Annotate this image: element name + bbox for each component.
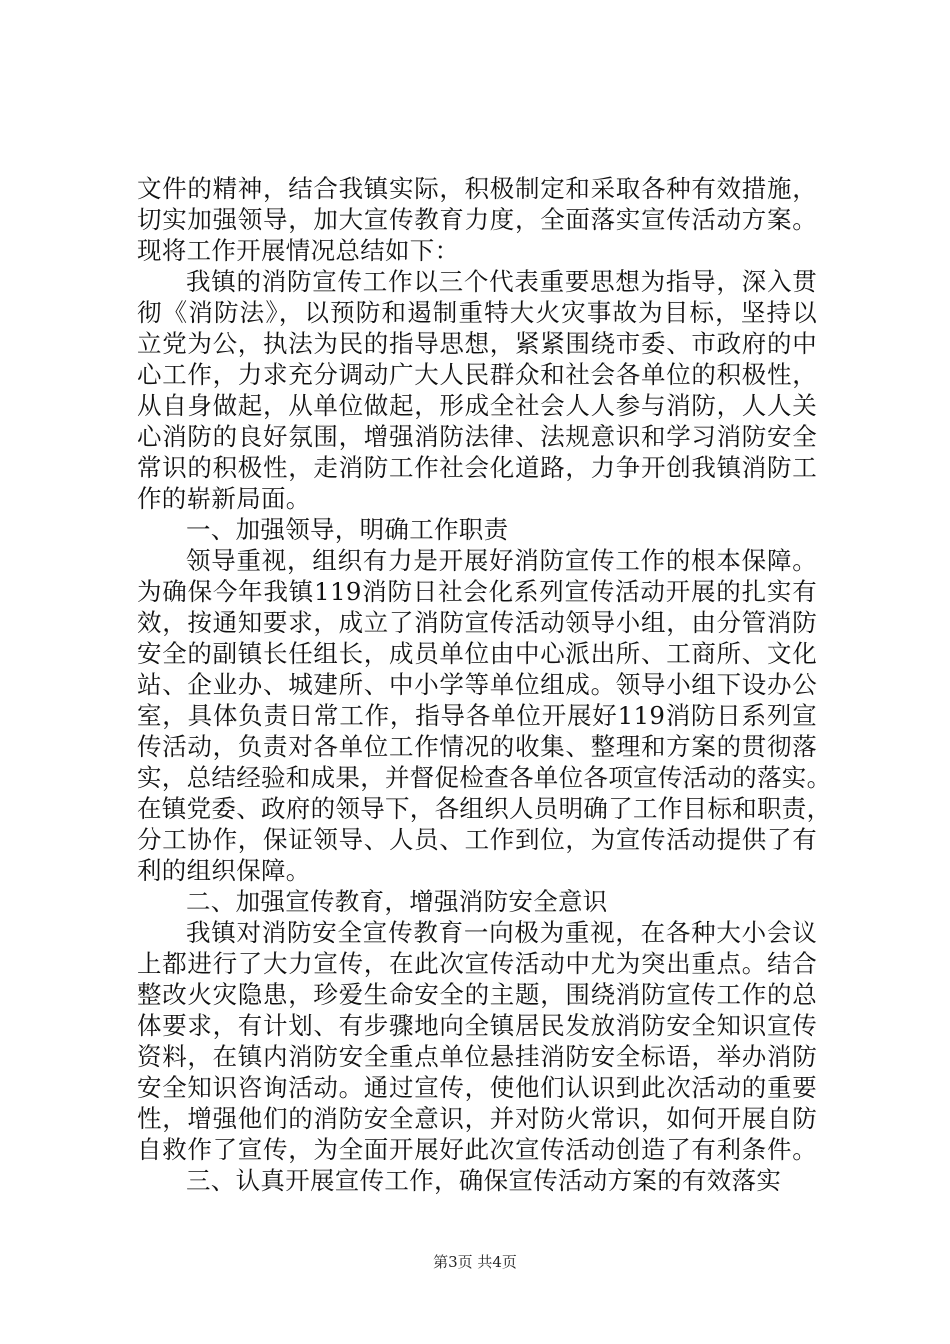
text-line: 在镇党委、政府的领导下，各组织人员明确了工作目标和职责， [137,794,832,823]
text-line: 效，按通知要求，成立了消防宣传活动领导小组，由分管消防 [137,608,817,637]
page-number: 第3页 共4页 [433,1253,517,1271]
text-line: 自救作了宣传，为全面开展好此次宣传活动创造了有利条件。 [137,1135,817,1164]
text-line: 整改火灾隐患，珍爱生命安全的主题，围绕消防宣传工作的总 [137,980,817,1009]
text-line: 立党为公，执法为民的指导思想，紧紧围绕市委、市政府的中 [137,329,817,358]
paragraph-start-line: 领导重视，组织有力是开展好消防宣传工作的根本保障。 [186,546,817,575]
text-line: 文件的精神，结合我镇实际，积极制定和采取各种有效措施， [137,174,817,203]
paragraph-start-line: 我镇对消防安全宣传教育一向极为重视，在各种大小会议 [186,918,817,947]
text-line: 从自身做起，从单位做起，形成全社会人人参与消防，人人关 [137,391,817,420]
text-line: 切实加强领导，加大宣传教育力度，全面落实宣传活动方案。 [137,205,817,234]
text-line: 体要求，有计划、有步骤地向全镇居民发放消防安全知识宣传 [137,1011,817,1040]
text-line: 常识的积极性，走消防工作社会化道路，力争开创我镇消防工 [137,453,817,482]
text-line: 作的崭新局面。 [137,484,311,513]
paragraph-start-line: 二、加强宣传教育，增强消防安全意识 [186,887,608,916]
text-line: 上都进行了大力宣传，在此次宣传活动中尤为突出重点。结合 [137,949,817,978]
text-line: 利的组织保障。 [137,856,311,885]
text-line: 实，总结经验和成果，并督促检查各单位各项宣传活动的落实。 [137,763,832,792]
text-line: 安全知识咨询活动。通过宣传，使他们认识到此次活动的重要 [137,1073,817,1102]
text-line: 彻《消防法》，以预防和遏制重特大火灾事故为目标，坚持以 [137,298,817,327]
document-body [137,173,832,1196]
paragraph-start-line: 三、认真开展宣传工作，确保宣传活动方案的有效落实 [186,1166,782,1195]
text-line: 资料，在镇内消防安全重点单位悬挂消防安全标语，举办消防 [137,1042,817,1071]
text-line: 心工作，力求充分调动广大人民群众和社会各单位的积极性， [137,360,817,389]
text-line: 安全的副镇长任组长，成员单位由中心派出所、工商所、文化 [137,639,817,668]
text-line: 现将工作开展情况总结如下： [137,236,460,265]
text-line: 为确保今年我镇119消防日社会化系列宣传活动开展的扎实有 [137,577,817,606]
text-line: 传活动，负责对各单位工作情况的收集、整理和方案的贯彻落 [137,732,817,761]
text-line: 心消防的良好氛围，增强消防法律、法规意识和学习消防安全 [137,422,817,451]
paragraph-start-line: 我镇的消防宣传工作以三个代表重要思想为指导，深入贯 [186,267,817,296]
text-line: 站、企业办、城建所、中小学等单位组成。领导小组下设办公 [137,670,817,699]
paragraph-start-line: 一、加强领导，明确工作职责 [186,515,509,544]
text-line: 分工协作，保证领导、人员、工作到位，为宣传活动提供了有 [137,825,817,854]
text-line: 室，具体负责日常工作，指导各单位开展好119消防日系列宣 [137,701,817,730]
text-line: 性，增强他们的消防安全意识，并对防火常识，如何开展自防 [137,1104,817,1133]
